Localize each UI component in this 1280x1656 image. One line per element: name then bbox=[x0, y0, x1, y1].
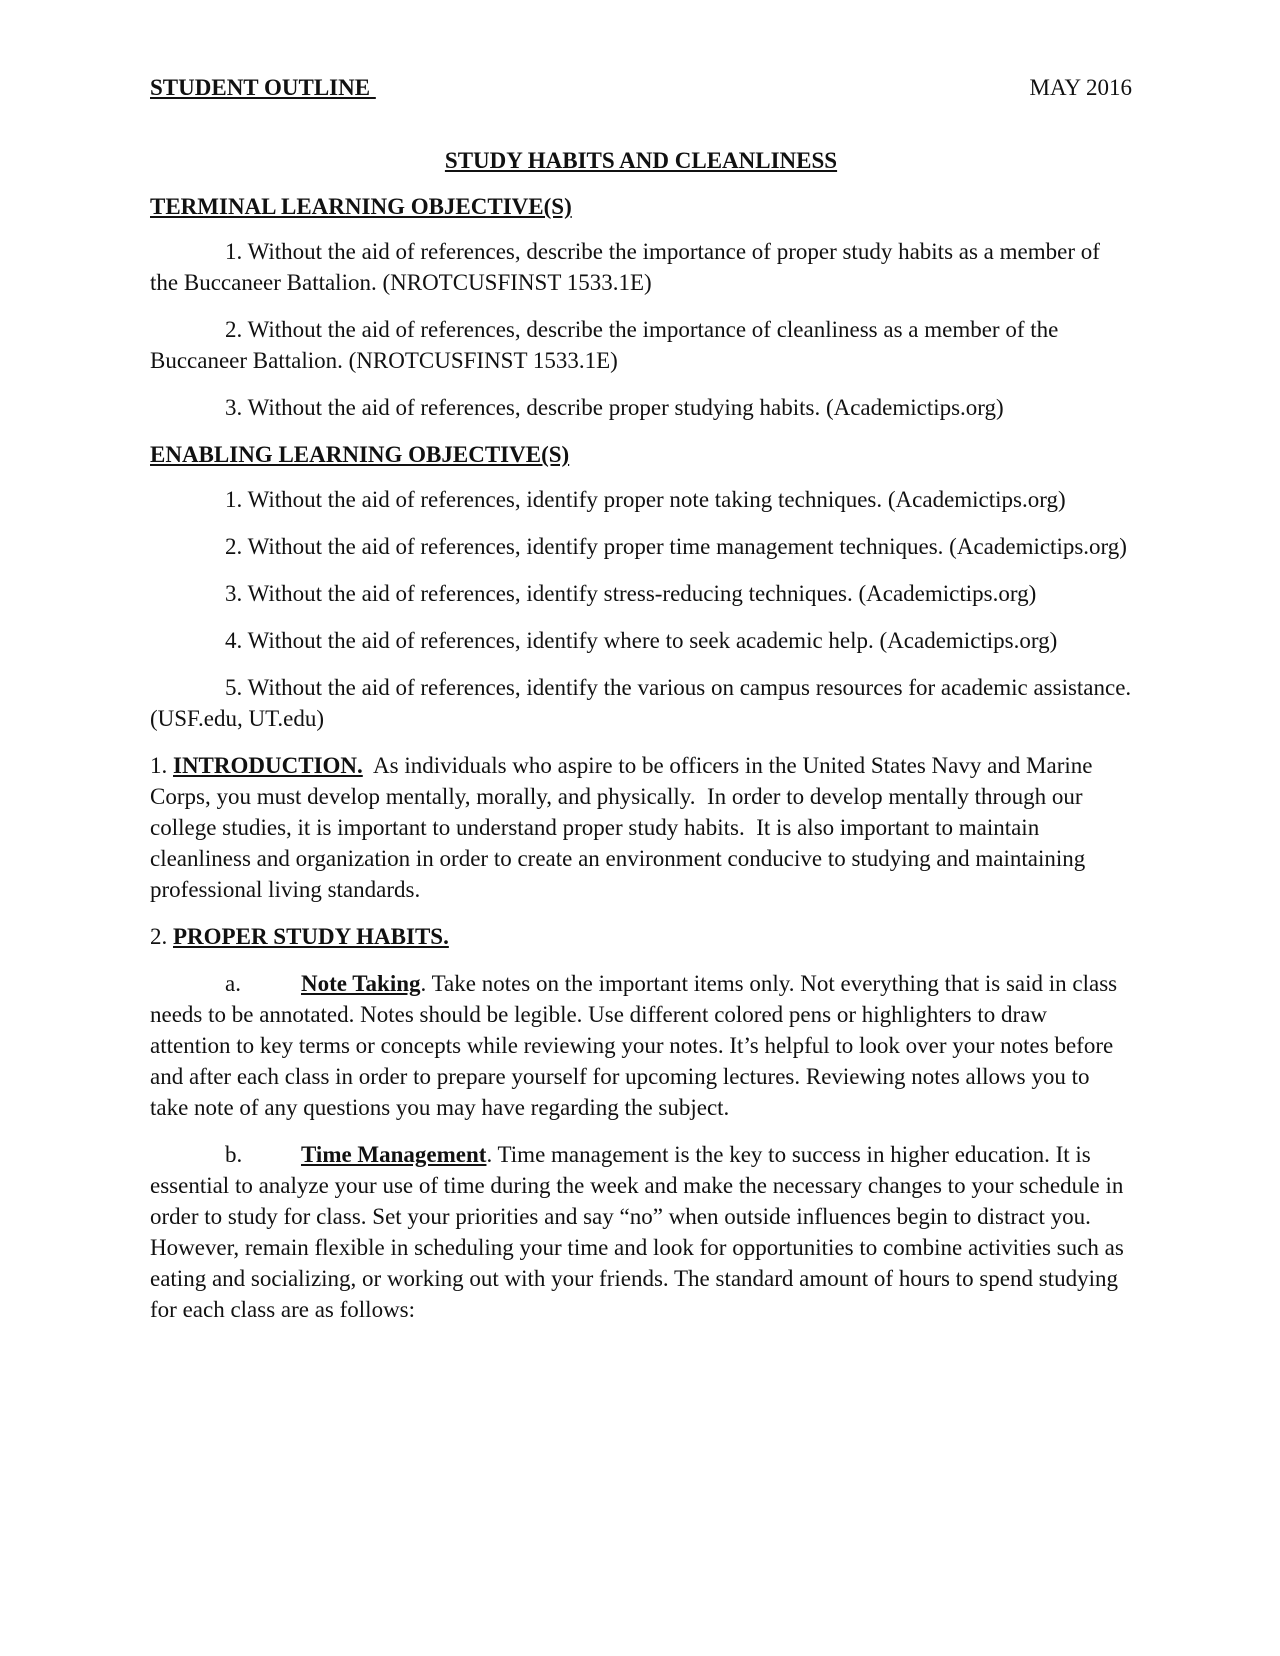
document-label: STUDENT OUTLINE bbox=[150, 75, 376, 100]
document-page bbox=[150, 72, 1132, 1325]
enabling-objective-5: 5. Without the aid of references, identify the various on campus resources for academic assistance. (USF.edu, UT.edu) bbox=[150, 675, 1132, 731]
time-management-heading: Time Management bbox=[301, 1142, 487, 1167]
enabling-objectives-heading: ENABLING LEARNING OBJECTIVE(S) bbox=[150, 442, 570, 467]
terminal-objective-3: 3. Without the aid of references, describe proper studying habits. (Academictips.org) bbox=[225, 395, 1004, 420]
introduction-paragraph bbox=[150, 750, 1132, 905]
terminal-objective-1: 1. Without the aid of references, describe the importance of proper study habits as a member of the Buccaneer Battalion. (NROTCUSFINST 1533.1E) bbox=[150, 239, 1100, 295]
note-taking-heading: Note Taking bbox=[301, 971, 421, 996]
time-management-letter: b. bbox=[225, 1142, 243, 1167]
note-taking-letter: a. bbox=[225, 971, 241, 996]
study-habits-heading-line bbox=[150, 921, 1132, 952]
enabling-objective-2: 2. Without the aid of references, identify proper time management techniques. (Academictips.org) bbox=[225, 534, 1127, 559]
note-taking-body: . Take notes on the important items only. Not everything that is said in class needs to be annotated. Notes should be legible. Use different colored pens or highlighters to draw attention to key terms or concepts while reviewing your notes. It’s helpful to look over your notes before and after each class in order to prepare yourself for upcoming lectures. Reviewing notes allows you to take note of any questions you may have regarding the subject. bbox=[150, 971, 1118, 1120]
terminal-objectives-heading: TERMINAL LEARNING OBJECTIVE(S) bbox=[150, 194, 572, 219]
enabling-objective-1: 1. Without the aid of references, identify proper note taking techniques. (Academictips.org) bbox=[225, 487, 1066, 512]
document-date: MAY 2016 bbox=[1029, 75, 1132, 100]
terminal-objective-2: 2. Without the aid of references, describe the importance of cleanliness as a member of the Buccaneer Battalion. (NROTCUSFINST 1533.1E) bbox=[150, 317, 1059, 373]
study-habits-number: 2. bbox=[150, 924, 173, 949]
enabling-objective-3: 3. Without the aid of references, identify stress-reducing techniques. (Academictips.org) bbox=[225, 581, 1037, 606]
introduction-number: 1. bbox=[150, 753, 173, 778]
page-header bbox=[150, 72, 1132, 103]
time-management-body: . Time management is the key to success in higher education. It is essential to analyze your use of time during the week and make the necessary changes to your schedule in order to study for class. Set your priorities and say “no” when outside influences begin to distract you. However, remain flexible in scheduling your time and look for opportunities to combine activities such as eating and socializing, or working out with your friends. The standard amount of hours to spend studying for each class are as follows: bbox=[150, 1142, 1124, 1322]
document-title: STUDY HABITS AND CLEANLINESS bbox=[444, 148, 838, 173]
enabling-objective-4: 4. Without the aid of references, identify where to seek academic help. (Academictips.org) bbox=[225, 628, 1058, 653]
note-taking-paragraph bbox=[150, 968, 1132, 1123]
introduction-body: As individuals who aspire to be officers in the United States Navy and Marine Corps, you must develop mentally, morally, and physically. In order to develop mentally through our college studies, it is important to understand proper study habits. It is also important to maintain cleanliness and organization in order to create an environment conducive to studying and maintaining professional living standards. bbox=[150, 753, 1099, 902]
introduction-heading: INTRODUCTION. bbox=[173, 753, 363, 778]
study-habits-heading: PROPER STUDY HABITS. bbox=[173, 924, 449, 949]
time-management-paragraph bbox=[150, 1139, 1132, 1325]
